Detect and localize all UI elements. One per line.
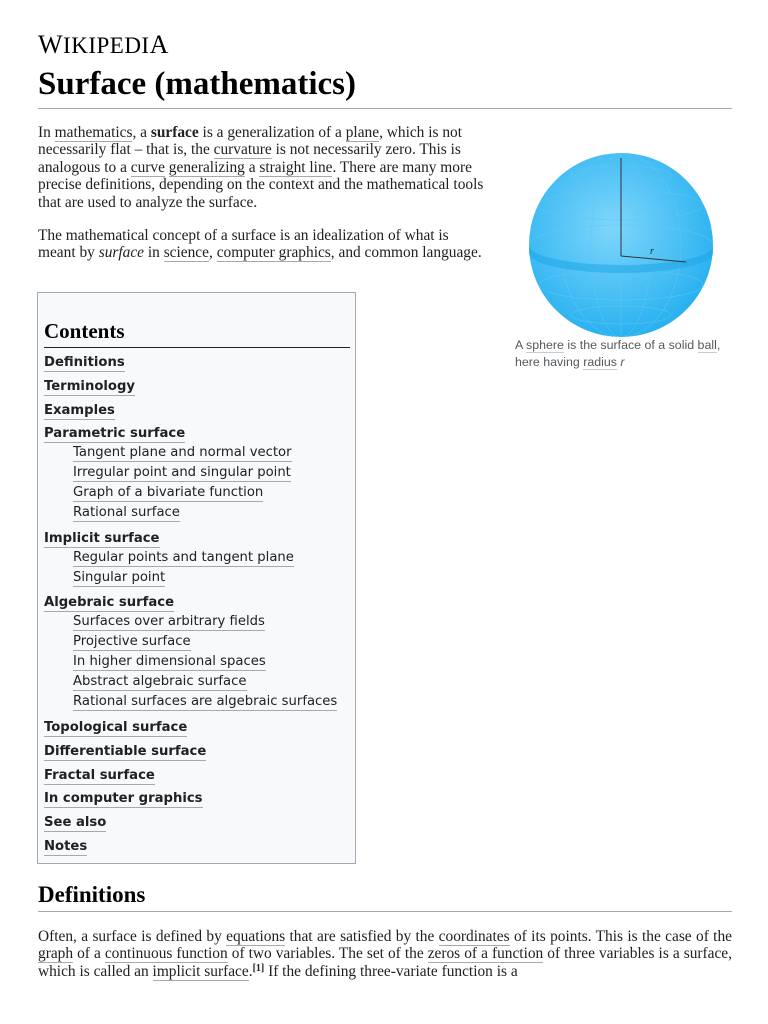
link-coordinates[interactable]: coordinates: [438, 928, 510, 945]
toc-item-differentiable-surface[interactable]: Differentiable surface: [44, 743, 207, 759]
link-plane[interactable]: plane: [345, 124, 380, 141]
text-run: The mathematical concept of a surface is an idealization of what is meant by: [38, 227, 449, 262]
link-sphere[interactable]: sphere: [526, 338, 564, 352]
text-run: is not necessarily zero. This is analogous to a: [38, 141, 461, 176]
toc-divider: [44, 347, 350, 348]
toc-item-algebraic-surface[interactable]: Algebraic surface: [44, 595, 175, 611]
definitions-paragraph: [38, 928, 732, 980]
text-run: .: [248, 962, 253, 980]
toc-item-irregular-point-and-singular-point[interactable]: Irregular point and singular point: [73, 465, 291, 481]
section-heading-definitions: Definitions: [38, 882, 146, 907]
link-science[interactable]: science: [163, 244, 209, 262]
table-of-contents: [37, 292, 356, 864]
italic-term: surface: [98, 244, 145, 262]
link-mathematics[interactable]: mathematics: [54, 124, 133, 141]
link-graph[interactable]: graph: [38, 945, 74, 963]
toc-item-surfaces-over-arbitrary-fields[interactable]: Surfaces over arbitrary fields: [73, 614, 265, 630]
toc-item-implicit-surface[interactable]: Implicit surface: [44, 530, 160, 546]
toc-item-examples[interactable]: Examples: [44, 402, 115, 418]
toc-item-definitions[interactable]: Definitions: [44, 355, 125, 370]
text-run: ,: [208, 244, 217, 262]
toc-item-rational-surfaces-are-algebraic-surfaces[interactable]: Rational surfaces are algebraic surfaces: [73, 694, 338, 710]
toc-title: Contents: [44, 319, 125, 343]
toc-item-parametric-surface[interactable]: Parametric surface: [44, 426, 186, 442]
text-run: In: [38, 124, 55, 141]
text-run: . There are many more precise definitions, depending on the context and the mathematical tools that are used to analyze the surface.: [38, 158, 484, 211]
text-run: a: [244, 158, 260, 176]
text-run: is a generalization of a: [198, 124, 346, 141]
toc-item-see-also[interactable]: See also: [44, 815, 107, 831]
text-run: that are satisfied by the: [285, 928, 439, 945]
toc-item-abstract-algebraic-surface[interactable]: Abstract algebraic surface: [73, 674, 247, 690]
page-title: Surface (mathematics): [38, 66, 356, 102]
wordmark-middle: IKIPEDI: [63, 33, 150, 58]
toc-item-in-computer-graphics[interactable]: In computer graphics: [44, 791, 203, 807]
toc-item-rational-surface[interactable]: Rational surface: [73, 505, 180, 521]
text-run: , and common language.: [330, 244, 482, 262]
text-run: of two variables. The set of the: [227, 945, 428, 963]
text-run: If the defining three-variate function is a: [264, 962, 518, 980]
section-divider: [38, 911, 732, 912]
citation-link[interactable]: [1]: [252, 962, 265, 974]
radius-label: r: [650, 246, 654, 257]
text-run: of a: [73, 945, 105, 963]
wordmark-last-letter: A: [149, 30, 169, 59]
figure-caption: [515, 337, 725, 371]
link-straight-line[interactable]: straight line: [259, 158, 333, 176]
wordmark-first-letter: W: [38, 30, 64, 59]
toc-item-fractal-surface[interactable]: Fractal surface: [44, 767, 155, 783]
italic-term: r: [620, 355, 625, 369]
toc-item-terminology[interactable]: Terminology: [44, 378, 136, 394]
toc-item-singular-point[interactable]: Singular point: [73, 569, 166, 585]
toc-item-graph-of-a-bivariate-function[interactable]: Graph of a bivariate function: [73, 485, 264, 501]
toc-item-regular-points-and-tangent-plane[interactable]: Regular points and tangent plane: [73, 549, 294, 565]
link-computer-graphics[interactable]: computer graphics: [216, 244, 331, 262]
link-radius[interactable]: radius: [583, 355, 617, 369]
bold-term: surface: [150, 124, 199, 141]
link-curve[interactable]: curve: [130, 158, 165, 176]
link-zeros-of-a-function[interactable]: zeros of a function: [427, 945, 544, 963]
text-run: , a: [132, 124, 151, 141]
toc-item-topological-surface[interactable]: Topological surface: [44, 719, 188, 735]
toc-item-projective-surface[interactable]: Projective surface: [73, 634, 191, 650]
text-run: A: [515, 338, 527, 352]
link-implicit-surface[interactable]: implicit surface: [152, 962, 249, 980]
text-run: , which is not necessarily flat – that is, the: [38, 124, 462, 159]
link-equations[interactable]: equations: [226, 928, 286, 945]
sphere-image[interactable]: [526, 150, 716, 340]
wikipedia-wordmark[interactable]: [38, 30, 169, 60]
toc-item-notes[interactable]: Notes: [44, 838, 88, 854]
link-continuous-function[interactable]: continuous function: [104, 945, 228, 963]
link-curvature[interactable]: curvature: [213, 141, 272, 159]
text-run: in: [144, 244, 164, 262]
link-ball[interactable]: ball: [697, 338, 717, 352]
text-run: of its points. This is the case of the: [509, 928, 732, 945]
toc-item-in-higher-dimensional-spaces[interactable]: In higher dimensional spaces: [73, 654, 266, 670]
intro-paragraph-2: [38, 227, 484, 262]
title-divider: [38, 108, 732, 109]
text-run: , here having: [515, 338, 721, 369]
text-run: is the surface of a solid: [563, 338, 698, 352]
toc-item-tangent-plane-and-normal-vector[interactable]: Tangent plane and normal vector: [73, 445, 292, 461]
intro-paragraph-1: [38, 124, 484, 211]
text-run: of three variables is a surface, which is called an: [38, 945, 732, 980]
text-run: Often, a surface is defined by: [38, 928, 227, 945]
link-generalizing[interactable]: generalizing: [168, 158, 245, 176]
